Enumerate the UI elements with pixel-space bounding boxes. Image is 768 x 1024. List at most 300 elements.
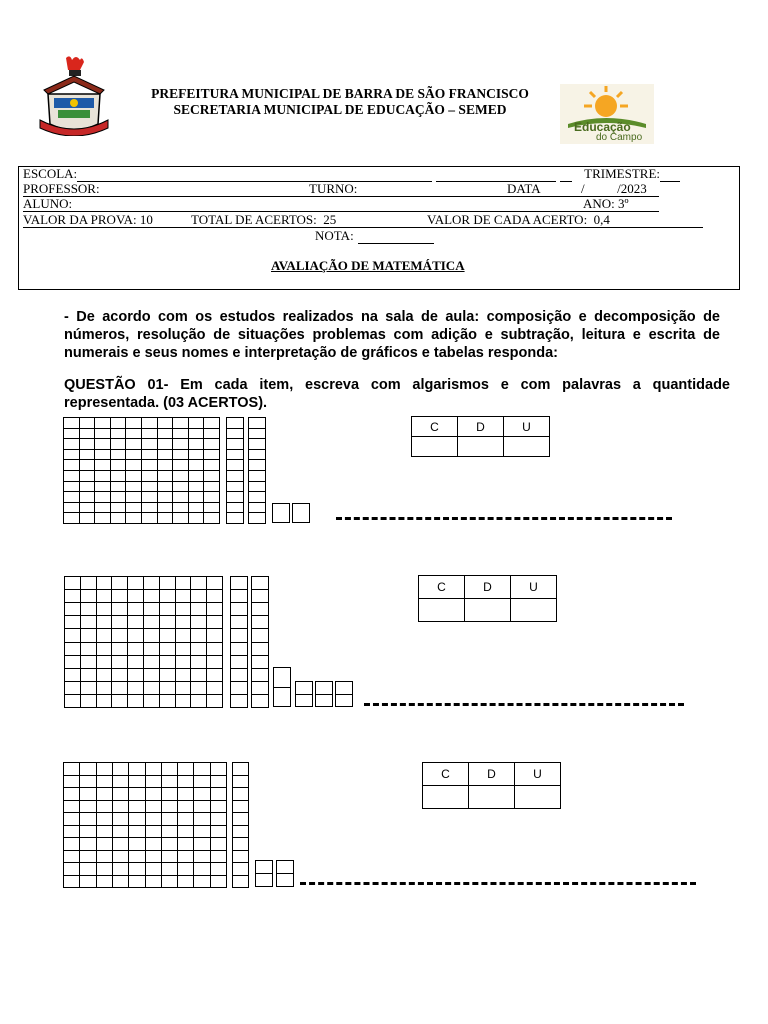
block-cell [113,801,128,813]
turno-label: TURNO: [309,181,358,196]
block-cell [128,643,143,655]
block-cell [64,851,79,863]
block-cell [95,429,110,439]
block-cell [112,669,127,681]
block-cell [80,418,95,428]
block-cell [256,874,272,886]
block-cell [80,503,95,513]
block-cell [97,603,112,615]
block-cell [296,682,312,694]
block-cell [80,813,95,825]
block-cell [211,838,226,850]
block-cell [64,492,79,502]
block-cell [227,471,243,481]
block-cell [207,616,222,628]
block-cell [204,503,219,513]
block-cell [160,695,175,707]
block-cell [189,492,204,502]
header-line-2: SECRETARIA MUNICIPAL DE EDUCAÇÃO – SEMED [173,102,507,117]
block-cell [173,460,188,470]
block-cell [207,590,222,602]
block-cell [126,513,141,523]
block-cell [162,763,177,775]
block-cell [129,763,144,775]
block-cell [142,482,157,492]
block-cell [97,616,112,628]
block-cell [160,656,175,668]
block-cell [233,801,248,813]
block-cell [191,603,206,615]
block-cell [231,682,247,694]
block-cell [227,503,243,513]
data-value: / /2023 [581,181,647,196]
block-cell [65,603,80,615]
block-cell [252,616,268,628]
ten-rod [226,417,244,524]
block-cell [191,590,206,602]
escola-field[interactable] [77,167,432,182]
block-cell [277,861,293,873]
block-cell [95,482,110,492]
block-cell [176,629,191,641]
block-cell [249,513,265,523]
block-cell [316,682,332,694]
nota-label: NOTA: [315,228,354,243]
block-cell [146,776,161,788]
block-cell [95,418,110,428]
block-cell [64,876,79,888]
block-cell [111,503,126,513]
valor-prova: VALOR DA PROVA: 10 [23,212,153,227]
block-cell [129,801,144,813]
block-cell [113,788,128,800]
cdu-header-u: U [511,576,557,599]
block-cell [129,788,144,800]
block-cell [176,590,191,602]
block-cell [97,838,112,850]
block-cell [173,503,188,513]
block-cell [207,577,222,589]
block-cell [162,776,177,788]
block-cell [129,876,144,888]
block-cell [336,695,352,707]
logo-text-do-campo: do Campo [596,132,643,143]
block-cell [176,682,191,694]
block-cell [97,813,112,825]
block-cell [211,776,226,788]
block-cell [111,460,126,470]
block-cell [207,695,222,707]
cdu-table-1 [411,416,550,457]
ten-rod [251,576,269,708]
block-cell [97,695,112,707]
block-cell [64,471,79,481]
answer-line-3[interactable] [300,882,696,885]
block-cell [233,826,248,838]
block-cell [64,801,79,813]
block-cell [160,590,175,602]
block-cell [81,669,96,681]
cdu-cell-d[interactable] [458,437,504,457]
block-cell [146,838,161,850]
block-cell [112,656,127,668]
block-cell [142,460,157,470]
block-cell [81,695,96,707]
block-cell [191,669,206,681]
block-cell [126,482,141,492]
block-cell [95,439,110,449]
block-cell [112,577,127,589]
block-cell [176,643,191,655]
block-cell [191,656,206,668]
block-cell [249,503,265,513]
block-cell [126,503,141,513]
block-cell [194,838,209,850]
block-cell [194,813,209,825]
block-cell [252,577,268,589]
block-cell [144,590,159,602]
block-cell [80,763,95,775]
block-cell [113,763,128,775]
block-cell [97,776,112,788]
block-cell [162,863,177,875]
block-cell [111,418,126,428]
block-cell [204,439,219,449]
cdu-cell-c[interactable] [419,599,465,622]
aluno-field[interactable] [23,197,659,212]
block-cell [189,482,204,492]
hundreds-block-3 [63,762,227,888]
block-cell [274,688,290,707]
cdu-cell-u[interactable] [515,786,561,809]
block-cell [231,590,247,602]
block-cell [65,643,80,655]
block-cell [64,776,79,788]
block-cell [204,513,219,523]
block-cell [144,629,159,641]
block-cell [189,471,204,481]
block-cell [80,826,95,838]
professor-label: PROFESSOR: [23,181,100,196]
cdu-table-2 [418,575,557,622]
block-cell [252,682,268,694]
block-cell [80,838,95,850]
block-cell [128,616,143,628]
block-cell [158,418,173,428]
block-cell [158,482,173,492]
block-cell [97,826,112,838]
aluno-label: ALUNO: [23,196,73,211]
block-cell [158,460,173,470]
block-cell [252,603,268,615]
block-cell [65,656,80,668]
block-cell [233,863,248,875]
block-cell [211,826,226,838]
block-cell [111,471,126,481]
block-cell [95,471,110,481]
answer-line-2[interactable] [364,703,684,706]
block-cell [64,838,79,850]
block-cell [112,643,127,655]
block-cell [126,471,141,481]
block-cell [64,826,79,838]
block-cell [178,813,193,825]
row-valores [23,212,610,227]
block-cell [64,788,79,800]
block-cell [277,874,293,886]
block-cell [129,776,144,788]
block-cell [207,682,222,694]
block-cell [81,616,96,628]
educacao-do-campo-logo [560,84,654,144]
block-cell [233,876,248,888]
block-cell [146,801,161,813]
intro-text: - De acordo com os estudos realizados na sala de aula: composição e decomposição de números, resolução de situações problemas com adição e subtração, leitura e escrita de numerais e seus nomes e interpretação de gráficos e tabelas responda: [64,309,720,361]
block-cell [113,838,128,850]
block-cell [81,590,96,602]
ten-rod [232,762,249,888]
block-cell [227,492,243,502]
unit-cube [273,667,291,707]
block-cell [233,838,248,850]
row-aluno [23,196,629,211]
block-cell [231,656,247,668]
block-cell [95,503,110,513]
block-cell [231,577,247,589]
block-cell [160,577,175,589]
block-cell [65,577,80,589]
unit-cube [276,860,294,887]
row-nota [315,229,434,244]
block-cell [111,513,126,523]
cdu-cell-d[interactable] [469,786,515,809]
block-cell [211,851,226,863]
ten-rod [230,576,248,708]
block-cell [252,656,268,668]
block-cell [144,616,159,628]
block-cell [162,851,177,863]
block-cell [178,876,193,888]
exam-title: AVALIAÇÃO DE MATEMÁTICA [271,258,465,273]
block-cell [204,492,219,502]
block-cell [80,492,95,502]
block-cell [64,418,79,428]
block-cell [194,863,209,875]
unit-cube [315,681,333,707]
block-cell [80,788,95,800]
cdu-cell-u[interactable] [511,599,557,622]
block-cell [129,838,144,850]
block-cell [97,801,112,813]
block-cell [158,471,173,481]
block-cell [112,629,127,641]
block-cell [160,629,175,641]
cdu-cell-u[interactable] [504,437,550,457]
block-cell [249,460,265,470]
block-cell [231,629,247,641]
block-cell [64,450,79,460]
block-cell [178,851,193,863]
block-cell [252,643,268,655]
block-cell [128,682,143,694]
block-cell [233,851,248,863]
block-cell [146,851,161,863]
block-cell [231,603,247,615]
block-cell [113,851,128,863]
block-cell [162,876,177,888]
block-cell [249,450,265,460]
block-cell [191,577,206,589]
block-cell [158,429,173,439]
block-cell [128,695,143,707]
block-cell [204,450,219,460]
header-form-box [18,166,740,290]
block-cell [252,695,268,707]
block-cell [207,669,222,681]
block-cell [111,450,126,460]
block-cell [64,763,79,775]
block-cell [173,439,188,449]
block-cell [173,418,188,428]
block-cell [142,503,157,513]
block-cell [81,603,96,615]
block-cell [158,492,173,502]
trimestre-label: TRIMESTRE: [584,166,661,181]
block-cell [111,429,126,439]
municipal-coat-of-arms-logo [36,54,112,136]
block-cell [129,863,144,875]
block-cell [128,669,143,681]
block-cell [112,616,127,628]
block-cell [142,439,157,449]
professor-field[interactable] [23,182,659,197]
logo-text-educacao: Educação [574,120,631,134]
block-cell [128,590,143,602]
block-cell [178,776,193,788]
escola-label: ESCOLA: [23,166,78,181]
block-cell [80,851,95,863]
block-cell [191,682,206,694]
block-cell [112,590,127,602]
block-cell [97,669,112,681]
block-cell [142,450,157,460]
cdu-cell-c[interactable] [423,786,469,809]
block-cell [176,577,191,589]
block-cell [173,492,188,502]
trimestre-field[interactable] [660,167,680,182]
cdu-cell-d[interactable] [465,599,511,622]
block-cell [189,418,204,428]
block-cell [142,418,157,428]
block-cell [207,603,222,615]
block-cell [64,460,79,470]
block-cell [249,492,265,502]
block-cell [129,813,144,825]
block-cell [233,776,248,788]
block-cell [158,513,173,523]
block-cell [64,863,79,875]
block-cell [176,669,191,681]
block-cell [146,876,161,888]
block-cell [65,590,80,602]
block-cell [111,482,126,492]
block-cell [178,838,193,850]
block-cell [144,643,159,655]
block-cell [191,629,206,641]
block-cell [162,813,177,825]
block-cell [129,826,144,838]
row-professor [23,181,647,196]
block-cell [211,763,226,775]
block-cell [81,629,96,641]
block-cell [227,439,243,449]
block-cell [178,788,193,800]
block-cell [173,450,188,460]
block-cell [80,801,95,813]
unit-cube [335,681,353,707]
block-cell [158,503,173,513]
block-cell [160,616,175,628]
block-cell [64,429,79,439]
nota-field[interactable] [358,229,434,244]
block-cell [178,863,193,875]
block-cell [176,616,191,628]
block-cell [97,643,112,655]
block-cell [142,492,157,502]
block-cell [144,656,159,668]
block-cell [146,788,161,800]
block-cell [162,788,177,800]
block-cell [126,450,141,460]
unit-cube [272,503,290,523]
block-cell [112,603,127,615]
cdu-header-c: C [423,763,469,786]
answer-line-1[interactable] [336,517,672,520]
block-cell [128,656,143,668]
block-cell [162,801,177,813]
block-cell [227,450,243,460]
block-cell [194,776,209,788]
block-cell [178,826,193,838]
block-cell [97,863,112,875]
block-cell [65,669,80,681]
block-cell [249,418,265,428]
unit-cube [295,681,313,707]
block-cell [95,492,110,502]
block-cell [97,788,112,800]
block-cell [178,801,193,813]
block-cell [189,439,204,449]
ano-label: ANO: 3º [583,196,629,211]
block-cell [146,763,161,775]
block-cell [162,838,177,850]
block-cell [227,482,243,492]
block-cell [80,513,95,523]
block-cell [274,668,290,687]
cdu-header-u: U [504,417,550,437]
block-cell [249,429,265,439]
block-cell [207,643,222,655]
data-label: DATA [507,181,541,196]
block-cell [64,439,79,449]
block-cell [144,603,159,615]
block-cell [144,695,159,707]
block-cell [158,439,173,449]
block-cell [64,813,79,825]
block-cell [113,826,128,838]
block-cell [126,429,141,439]
cdu-cell-c[interactable] [412,437,458,457]
